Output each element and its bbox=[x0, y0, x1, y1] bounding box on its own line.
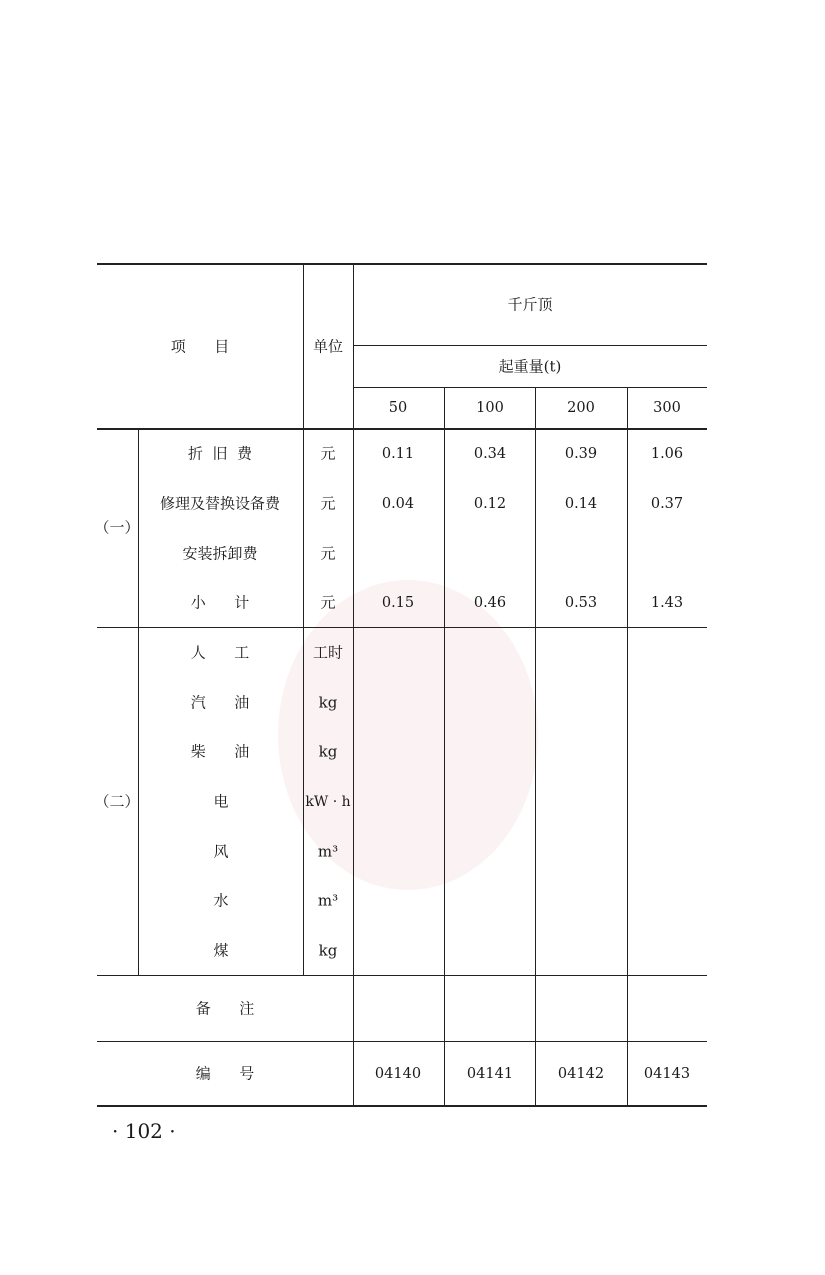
row-depreciation-unit: 元 bbox=[320, 444, 336, 463]
row-diesel-name: 柴 油 bbox=[190, 742, 250, 761]
row-subtotal-unit: 元 bbox=[320, 593, 336, 612]
row-subtotal-name: 小 计 bbox=[190, 593, 250, 612]
row-subtotal-v100: 0.46 bbox=[473, 594, 507, 611]
row-air-unit: m³ bbox=[317, 842, 339, 861]
rule-unit-left bbox=[303, 263, 304, 975]
header-size-50: 50 bbox=[388, 399, 408, 416]
row-subtotal-v50: 0.15 bbox=[381, 594, 415, 611]
row-water-unit: m³ bbox=[317, 891, 339, 910]
row-gasoline-unit: kg bbox=[318, 693, 338, 712]
page-number: · 102 · bbox=[112, 1119, 176, 1143]
row-electricity-unit: kW · h bbox=[305, 794, 351, 810]
rule-col-200 bbox=[535, 387, 536, 1105]
row-labor-name: 人 工 bbox=[190, 643, 250, 662]
row-depreciation-name: 折 旧 费 bbox=[187, 444, 253, 463]
rule-after-group2 bbox=[97, 975, 707, 976]
row-repair-v300: 0.37 bbox=[650, 495, 684, 512]
row-install-name: 安装拆卸费 bbox=[182, 544, 258, 563]
row-coal-unit: kg bbox=[318, 941, 338, 960]
row-repair-unit: 元 bbox=[320, 494, 336, 513]
header-size-200: 200 bbox=[567, 399, 595, 416]
code-100: 04141 bbox=[466, 1065, 514, 1082]
rule-under-capacity bbox=[353, 387, 707, 388]
rule-top bbox=[97, 263, 707, 265]
code-label: 编 号 bbox=[195, 1064, 255, 1083]
row-repair-v100: 0.12 bbox=[473, 495, 507, 512]
rule-under-header bbox=[97, 428, 707, 430]
row-depreciation-v50: 0.11 bbox=[381, 445, 415, 462]
code-200: 04142 bbox=[557, 1065, 605, 1082]
row-air-name: 风 bbox=[213, 842, 229, 861]
header-unit: 单位 bbox=[312, 337, 344, 356]
row-repair-name: 修理及替换设备费 bbox=[159, 494, 281, 513]
group2-label: （二） bbox=[94, 792, 140, 811]
header-category: 千斤顶 bbox=[507, 295, 553, 314]
row-electricity-name: 电 bbox=[213, 792, 229, 811]
row-repair-v200: 0.14 bbox=[564, 495, 598, 512]
rule-col-100 bbox=[444, 387, 445, 1105]
row-labor-unit: 工时 bbox=[312, 643, 344, 662]
row-install-unit: 元 bbox=[320, 544, 336, 563]
row-depreciation-v300: 1.06 bbox=[650, 445, 684, 462]
rule-col-300 bbox=[627, 387, 628, 1105]
code-300: 04143 bbox=[643, 1065, 691, 1082]
row-depreciation-v100: 0.34 bbox=[473, 445, 507, 462]
row-subtotal-v200: 0.53 bbox=[564, 594, 598, 611]
rule-group-col bbox=[138, 428, 139, 975]
row-gasoline-name: 汽 油 bbox=[190, 693, 250, 712]
row-water-name: 水 bbox=[213, 891, 229, 910]
header-item: 项 目 bbox=[170, 337, 230, 356]
rule-after-group1 bbox=[97, 627, 707, 628]
rule-unit-right bbox=[353, 263, 354, 1105]
group1-label: （一） bbox=[94, 518, 140, 537]
code-50: 04140 bbox=[374, 1065, 422, 1082]
rule-bottom bbox=[97, 1105, 707, 1107]
remarks-label: 备 注 bbox=[195, 999, 255, 1018]
header-size-100: 100 bbox=[476, 399, 504, 416]
row-coal-name: 煤 bbox=[213, 941, 229, 960]
header-capacity: 起重量(t) bbox=[498, 357, 562, 376]
header-size-300: 300 bbox=[653, 399, 681, 416]
rule-after-remarks bbox=[97, 1041, 707, 1042]
row-subtotal-v300: 1.43 bbox=[650, 594, 684, 611]
rule-under-category bbox=[353, 345, 707, 346]
row-diesel-unit: kg bbox=[318, 742, 338, 761]
row-repair-v50: 0.04 bbox=[381, 495, 415, 512]
row-depreciation-v200: 0.39 bbox=[564, 445, 598, 462]
